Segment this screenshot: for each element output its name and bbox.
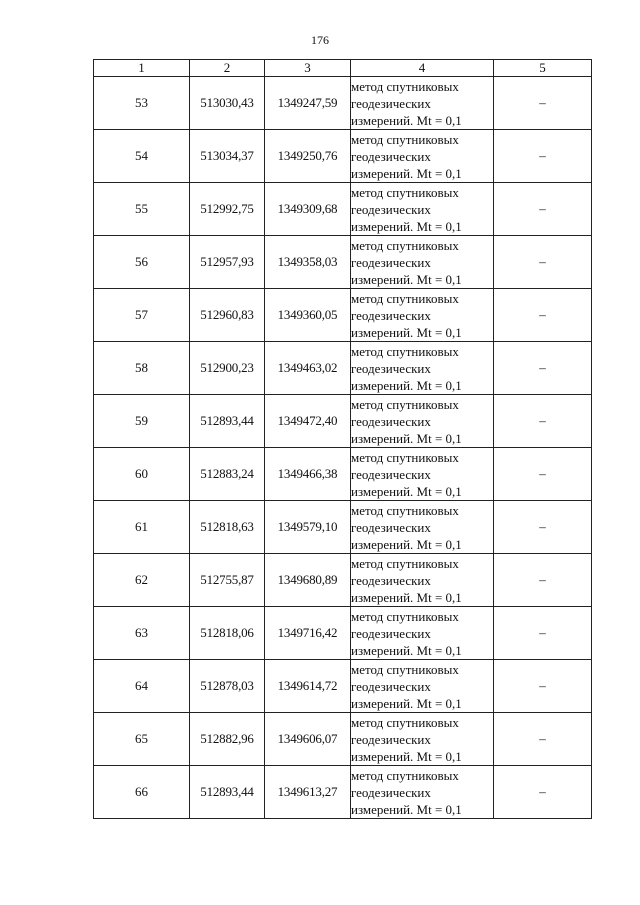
method-line: измерений. Mt = 0,1 (351, 377, 462, 393)
y-coordinate-cell: 1349358,03 (265, 236, 351, 289)
method-line: измерений. Mt = 0,1 (351, 748, 462, 764)
method-line: метод спутниковых (351, 290, 459, 306)
table-row (94, 660, 592, 713)
header-col-3: 3 (265, 60, 351, 77)
y-coordinate-cell: 1349250,76 (265, 130, 351, 183)
method-line: метод спутниковых (351, 661, 459, 677)
note-cell: – (494, 660, 592, 713)
x-coordinate-cell: 513034,37 (190, 130, 265, 183)
y-coordinate-cell: 1349606,07 (265, 713, 351, 766)
method-line: метод спутниковых (351, 343, 459, 359)
x-coordinate-cell: 512878,03 (190, 660, 265, 713)
method-line: геодезических (351, 307, 431, 323)
point-number-cell: 58 (94, 342, 190, 395)
point-number-cell: 63 (94, 607, 190, 660)
method-line: измерений. Mt = 0,1 (351, 801, 462, 817)
point-number-cell: 62 (94, 554, 190, 607)
method-line: метод спутниковых (351, 131, 459, 147)
y-coordinate-cell: 1349247,59 (265, 77, 351, 130)
header-col-2: 2 (190, 60, 265, 77)
x-coordinate-cell: 512960,83 (190, 289, 265, 342)
point-number-cell: 65 (94, 713, 190, 766)
method-line: измерений. Mt = 0,1 (351, 430, 462, 446)
note-cell: – (494, 554, 592, 607)
method-line: геодезических (351, 413, 431, 429)
method-line: геодезических (351, 148, 431, 164)
method-cell (351, 395, 494, 448)
method-line: геодезических (351, 360, 431, 376)
table-row (94, 342, 592, 395)
header-col-4: 4 (351, 60, 494, 77)
method-line: измерений. Mt = 0,1 (351, 165, 462, 181)
method-cell (351, 448, 494, 501)
note-cell: – (494, 130, 592, 183)
method-line: геодезических (351, 519, 431, 535)
page-number: 176 (311, 33, 329, 47)
note-cell: – (494, 289, 592, 342)
x-coordinate-cell: 512882,96 (190, 713, 265, 766)
method-line: геодезических (351, 625, 431, 641)
point-number-cell: 55 (94, 183, 190, 236)
x-coordinate-cell: 512818,06 (190, 607, 265, 660)
method-line: геодезических (351, 254, 431, 270)
point-number-cell: 61 (94, 501, 190, 554)
method-cell (351, 713, 494, 766)
method-line: метод спутниковых (351, 767, 459, 783)
method-line: геодезических (351, 678, 431, 694)
note-cell: – (494, 501, 592, 554)
method-line: измерений. Mt = 0,1 (351, 483, 462, 499)
y-coordinate-cell: 1349613,27 (265, 766, 351, 819)
method-cell (351, 130, 494, 183)
note-cell: – (494, 236, 592, 289)
method-line: измерений. Mt = 0,1 (351, 589, 462, 605)
table-row (94, 77, 592, 130)
method-line: геодезических (351, 466, 431, 482)
y-coordinate-cell: 1349466,38 (265, 448, 351, 501)
method-line: метод спутниковых (351, 502, 459, 518)
x-coordinate-cell: 512957,93 (190, 236, 265, 289)
table-row (94, 766, 592, 819)
point-number-cell: 57 (94, 289, 190, 342)
table-body (94, 77, 592, 819)
method-line: метод спутниковых (351, 237, 459, 253)
header-col-5: 5 (494, 60, 592, 77)
x-coordinate-cell: 512818,63 (190, 501, 265, 554)
y-coordinate-cell: 1349472,40 (265, 395, 351, 448)
method-line: метод спутниковых (351, 714, 459, 730)
note-cell: – (494, 713, 592, 766)
method-line: измерений. Mt = 0,1 (351, 695, 462, 711)
method-cell (351, 342, 494, 395)
table-header (94, 60, 592, 77)
x-coordinate-cell: 512755,87 (190, 554, 265, 607)
method-line: измерений. Mt = 0,1 (351, 218, 462, 234)
y-coordinate-cell: 1349360,05 (265, 289, 351, 342)
note-cell: – (494, 766, 592, 819)
method-line: измерений. Mt = 0,1 (351, 112, 462, 128)
method-line: метод спутниковых (351, 396, 459, 412)
method-cell (351, 607, 494, 660)
table-row (94, 554, 592, 607)
method-line: измерений. Mt = 0,1 (351, 536, 462, 552)
method-cell (351, 77, 494, 130)
coordinates-table (93, 59, 592, 819)
method-line: метод спутниковых (351, 555, 459, 571)
point-number-cell: 54 (94, 130, 190, 183)
method-line: метод спутниковых (351, 184, 459, 200)
method-cell (351, 766, 494, 819)
method-cell (351, 501, 494, 554)
x-coordinate-cell: 512893,44 (190, 766, 265, 819)
table-row (94, 395, 592, 448)
table-row (94, 130, 592, 183)
x-coordinate-cell: 512883,24 (190, 448, 265, 501)
method-line: геодезических (351, 731, 431, 747)
point-number-cell: 66 (94, 766, 190, 819)
point-number-cell: 60 (94, 448, 190, 501)
header-col-1: 1 (94, 60, 190, 77)
method-line: измерений. Mt = 0,1 (351, 642, 462, 658)
y-coordinate-cell: 1349463,02 (265, 342, 351, 395)
y-coordinate-cell: 1349716,42 (265, 607, 351, 660)
method-line: геодезических (351, 95, 431, 111)
note-cell: – (494, 395, 592, 448)
method-line: метод спутниковых (351, 608, 459, 624)
table-row (94, 713, 592, 766)
y-coordinate-cell: 1349309,68 (265, 183, 351, 236)
method-line: измерений. Mt = 0,1 (351, 271, 462, 287)
x-coordinate-cell: 512900,23 (190, 342, 265, 395)
point-number-cell: 64 (94, 660, 190, 713)
method-line: измерений. Mt = 0,1 (351, 324, 462, 340)
method-cell (351, 183, 494, 236)
method-cell (351, 554, 494, 607)
x-coordinate-cell: 512893,44 (190, 395, 265, 448)
x-coordinate-cell: 513030,43 (190, 77, 265, 130)
method-line: геодезических (351, 572, 431, 588)
note-cell: – (494, 183, 592, 236)
method-line: геодезических (351, 201, 431, 217)
note-cell: – (494, 607, 592, 660)
point-number-cell: 53 (94, 77, 190, 130)
table-row (94, 607, 592, 660)
table-row (94, 448, 592, 501)
y-coordinate-cell: 1349579,10 (265, 501, 351, 554)
point-number-cell: 59 (94, 395, 190, 448)
header-row (94, 60, 592, 77)
method-cell (351, 289, 494, 342)
method-line: метод спутниковых (351, 449, 459, 465)
x-coordinate-cell: 512992,75 (190, 183, 265, 236)
table-row (94, 501, 592, 554)
method-cell (351, 660, 494, 713)
point-number-cell: 56 (94, 236, 190, 289)
note-cell: – (494, 342, 592, 395)
table-row (94, 236, 592, 289)
note-cell: – (494, 77, 592, 130)
method-cell (351, 236, 494, 289)
y-coordinate-cell: 1349614,72 (265, 660, 351, 713)
table-row (94, 289, 592, 342)
table-row (94, 183, 592, 236)
note-cell: – (494, 448, 592, 501)
method-line: метод спутниковых (351, 78, 459, 94)
method-line: геодезических (351, 784, 431, 800)
y-coordinate-cell: 1349680,89 (265, 554, 351, 607)
